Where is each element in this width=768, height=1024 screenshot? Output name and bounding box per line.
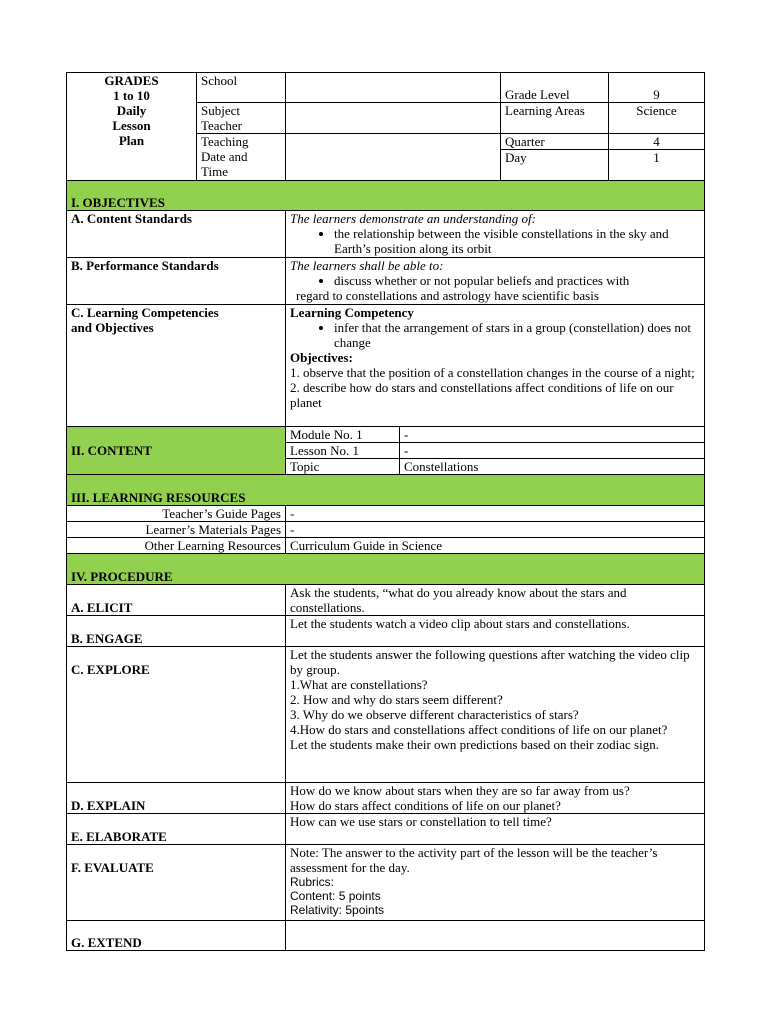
competencies-label [67, 305, 286, 427]
engage-text: Let the students watch a video clip about stars and constellations. [286, 616, 705, 647]
grade-level-value: 9 [609, 73, 705, 103]
competency-heading: Learning Competency [290, 305, 414, 320]
subject-teacher-label [197, 103, 286, 134]
other-resources-value: Curriculum Guide in Science [286, 538, 705, 554]
elaborate-text: How can we use stars or constellation to tell time? [286, 814, 705, 845]
explore-line: 4.How do stars and constellations affect conditions of life on our planet? [290, 722, 668, 737]
rubrics-line: Rubrics: [290, 875, 335, 889]
lm-label: Learner’s Materials Pages [67, 522, 286, 538]
elicit-label: A. ELICIT [67, 585, 286, 616]
date-label: Date and [201, 149, 248, 164]
objectives-heading: I. OBJECTIVES [67, 181, 705, 211]
objectives-subheading: Objectives: [290, 350, 353, 365]
content-standards-value [286, 211, 705, 258]
competencies-label-line: and Objectives [71, 320, 154, 335]
competency-bullet: • infer that the arrangement of stars in a group (constellation) does not change [334, 320, 700, 350]
explore-label-text: C. EXPLORE [71, 662, 150, 677]
topic-label: Topic [286, 459, 400, 475]
learning-areas-value: Science [609, 103, 705, 134]
performance-standards-value [286, 258, 705, 305]
elaborate-label: E. ELABORATE [67, 814, 286, 845]
tg-label: Teacher’s Guide Pages [67, 506, 286, 522]
tg-value: - [286, 506, 705, 522]
title-line: Lesson [112, 118, 151, 133]
rubrics-line: Content: 5 points [290, 889, 381, 903]
lesson-label: Lesson No. 1 [286, 443, 400, 459]
quarter-day-values [609, 134, 705, 182]
header-table [66, 72, 705, 182]
quarter-label: Quarter [501, 134, 608, 150]
content-standards-bullet: • the relationship between the visible constellations in the sky and Earth’s position along its orbit [334, 226, 700, 256]
subject-label: Subject [201, 103, 240, 118]
quarter-value: 4 [609, 134, 704, 150]
teacher-label: Teacher [201, 118, 242, 133]
title-line: 1 to 10 [113, 88, 150, 103]
other-resources-label: Other Learning Resources [67, 538, 286, 554]
explore-line: 2. How and why do stars seem different? [290, 692, 503, 707]
performance-standards-intro: The learners shall be able to: [290, 258, 444, 273]
resources-heading: III. LEARNING RESOURCES [67, 475, 705, 506]
objective-item: 1. observe that the position of a constellation changes in the course of a night; [290, 365, 695, 380]
competencies-value [286, 305, 705, 427]
school-value[interactable] [286, 73, 501, 103]
title-line: Plan [118, 133, 145, 148]
performance-standards-bullet-cont: regard to constellations and astrology have scientific basis [296, 288, 599, 303]
content-standards-intro: The learners demonstrate an understanding of: [290, 211, 536, 226]
performance-standards-bullet: • discuss whether or not popular beliefs and practices with [334, 273, 700, 288]
elicit-text: Ask the students, “what do you already know about the stars and constellations. [286, 585, 705, 616]
explore-line: 1.What are constellations? [290, 677, 428, 692]
teaching-date-value[interactable] [286, 134, 501, 182]
explain-line: How do stars affect conditions of life on our planet? [290, 798, 561, 813]
school-label: School [197, 73, 286, 103]
quarter-day-labels [501, 134, 609, 182]
objective-item: 2. describe how do stars and constellations affect conditions of life on our planet [290, 380, 674, 410]
explore-label [67, 647, 286, 783]
learning-areas-label: Learning Areas [501, 103, 609, 134]
explain-line: How do we know about stars when they are so far away from us? [290, 783, 630, 798]
time-label: Time [201, 164, 228, 179]
evaluate-label [67, 845, 286, 921]
day-label: Day [505, 150, 527, 165]
extend-text[interactable] [286, 921, 705, 951]
engage-label: B. ENGAGE [67, 616, 286, 647]
lesson-value: - [400, 443, 705, 459]
explain-text [286, 783, 705, 814]
teaching-date-label [197, 134, 286, 182]
topic-value: Constellations [400, 459, 705, 475]
dlp-title [67, 73, 197, 182]
lesson-plan-table [66, 180, 705, 951]
content-heading [67, 427, 286, 475]
evaluate-note: Note: The answer to the activity part of the lesson will be the teacher’s assessment for the day. [290, 845, 658, 875]
day-value: 1 [653, 150, 660, 165]
performance-standards-label: B. Performance Standards [67, 258, 286, 305]
explain-label: D. EXPLAIN [67, 783, 286, 814]
content-standards-label: A. Content Standards [67, 211, 286, 258]
title-line: GRADES [104, 73, 159, 88]
explore-line: Let the students make their own predictions based on their zodiac sign. [290, 737, 659, 752]
explore-text [286, 647, 705, 783]
procedure-heading: IV. PROCEDURE [67, 554, 705, 585]
module-value: - [400, 427, 705, 443]
title-line: Daily [116, 103, 147, 118]
teaching-label: Teaching [201, 134, 249, 149]
lm-value: - [286, 522, 705, 538]
evaluate-text [286, 845, 705, 921]
competencies-label-line: C. Learning Competencies [71, 305, 219, 320]
grade-level-label: Grade Level [501, 73, 609, 103]
explore-line: Let the students answer the following questions after watching the video clip by group. [290, 647, 690, 677]
extend-label: G. EXTEND [67, 921, 286, 951]
content-heading-text: II. CONTENT [71, 443, 152, 458]
module-label: Module No. 1 [286, 427, 400, 443]
evaluate-label-text: F. EVALUATE [71, 860, 154, 875]
rubrics-line: Relativity: 5points [290, 903, 385, 917]
explore-line: 3. Why do we observe different characteristics of stars? [290, 707, 579, 722]
subject-teacher-value[interactable] [286, 103, 501, 134]
